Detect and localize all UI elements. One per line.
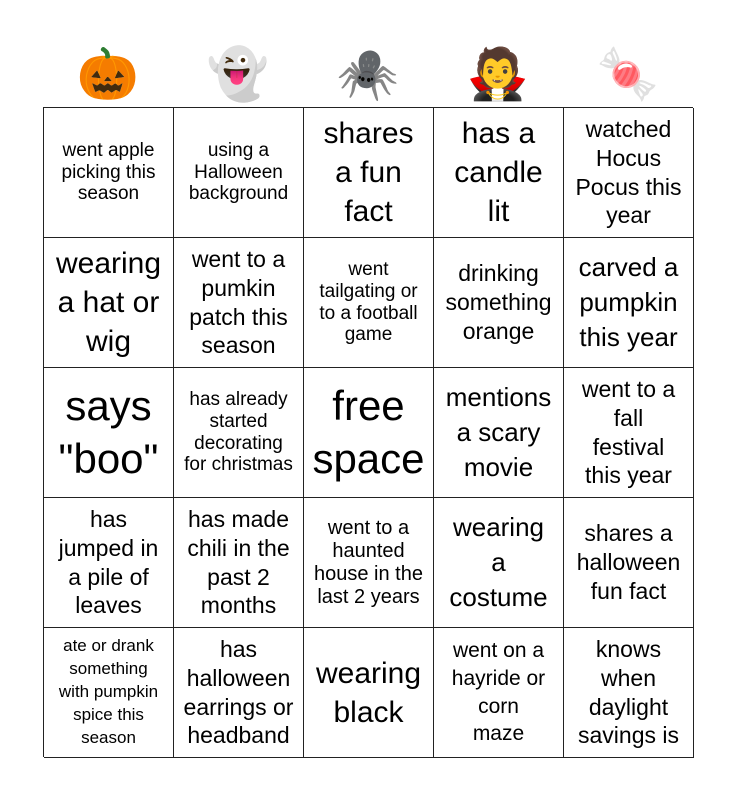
cell-text: went on a hayride or corn maze (451, 639, 546, 746)
bingo-cell[interactable] (434, 238, 564, 368)
bingo-cell[interactable] (564, 628, 694, 758)
bingo-card (43, 107, 693, 757)
bingo-cell[interactable] (434, 108, 564, 238)
cell-text: has already started decorating for christmas (184, 388, 293, 476)
cell-text: ate or drank something with pumpkin spice this season (58, 636, 159, 747)
vampire-icon: 🧛 (466, 46, 530, 102)
cell-text: went tailgating or to a football game (319, 258, 418, 346)
bingo-cell[interactable] (564, 368, 694, 498)
jack-o-lantern-icon: 🎃 (76, 46, 140, 102)
cell-text: has a candle lit (454, 117, 543, 228)
bingo-cell[interactable] (434, 498, 564, 628)
bingo-cell[interactable] (304, 498, 434, 628)
cell-text: went to a haunted house in the last 2 years (314, 516, 423, 608)
candy-icon: 🍬 (596, 46, 660, 102)
cell-text: shares a fun fact (323, 117, 414, 228)
ghost-icon: 👻 (206, 46, 270, 102)
bingo-cell[interactable] (174, 628, 304, 758)
cell-text: went to a fall festival this year (581, 375, 676, 489)
bingo-header (43, 40, 693, 108)
cell-text: has halloween earrings or headband (183, 635, 294, 749)
cell-text: shares a halloween fun fact (576, 520, 681, 604)
cell-text: wearing a hat or wig (55, 247, 162, 358)
bingo-cell[interactable] (174, 238, 304, 368)
bingo-cell[interactable] (434, 628, 564, 758)
bingo-cell[interactable] (44, 108, 174, 238)
cell-text: watched Hocus Pocus this year (575, 115, 682, 229)
bingo-cell[interactable] (44, 498, 174, 628)
bingo-cell[interactable] (564, 498, 694, 628)
bingo-cell[interactable] (564, 238, 694, 368)
cell-text: free space (312, 382, 425, 482)
bingo-cell[interactable] (174, 498, 304, 628)
cell-text: went apple picking this season (61, 139, 156, 205)
cell-text: wearing black (315, 656, 422, 729)
cell-text: wearing a costume (449, 511, 548, 613)
cell-text: using a Halloween background (188, 139, 289, 205)
bingo-cell[interactable] (44, 238, 174, 368)
cell-text: knows when daylight savings is (578, 635, 679, 749)
cell-text: drinking something orange (445, 260, 552, 344)
cell-text: says "boo" (58, 382, 159, 482)
free-space-cell[interactable] (304, 368, 434, 498)
spider-icon: 🕷️ (336, 46, 400, 102)
bingo-cell[interactable] (174, 368, 304, 498)
bingo-cell[interactable] (434, 368, 564, 498)
cell-text: carved a pumpkin this year (578, 251, 679, 353)
bingo-cell[interactable] (304, 238, 434, 368)
bingo-cell[interactable] (304, 628, 434, 758)
cell-text: has made chili in the past 2 months (187, 505, 290, 619)
cell-text: has jumped in a pile of leaves (58, 505, 159, 619)
bingo-cell[interactable] (304, 108, 434, 238)
bingo-cell[interactable] (564, 108, 694, 238)
cell-text: mentions a scary movie (445, 381, 552, 483)
cell-text: went to a pumkin patch this season (189, 245, 288, 359)
bingo-cell[interactable] (44, 628, 174, 758)
bingo-cell[interactable] (174, 108, 304, 238)
bingo-cell[interactable] (44, 368, 174, 498)
